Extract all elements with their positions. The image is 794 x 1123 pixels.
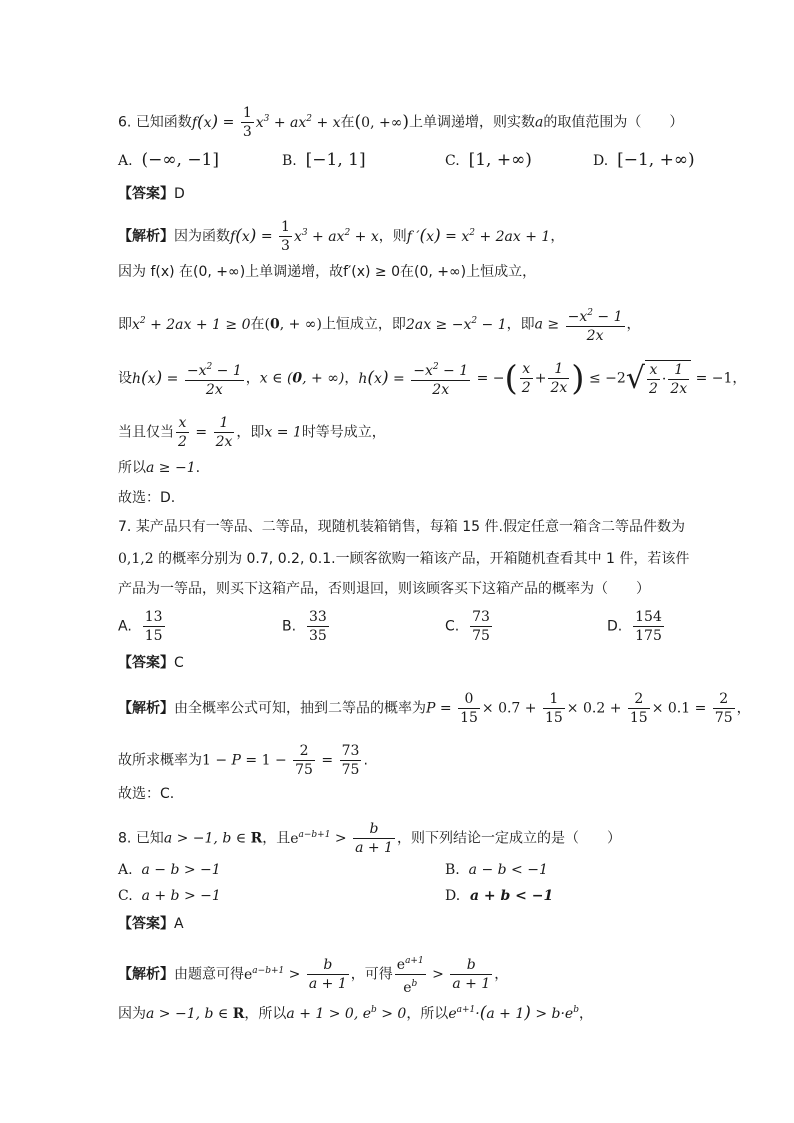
q8-option-d-label: D. (445, 888, 461, 904)
q6-a3-mid1: 在 (250, 316, 265, 333)
q8-a1-mid: ，可得 (350, 966, 393, 983)
q7-option-a (118, 608, 167, 645)
q6-a1-end: ， (550, 228, 565, 245)
q8-option-b-value: a − b < −1 (468, 862, 548, 878)
q6-a6: 所以 (118, 460, 146, 476)
q8-option-d (445, 886, 553, 906)
q8-a1-end: ， (494, 966, 509, 983)
q6-option-c-label: C. (445, 153, 460, 169)
q7-option-d (607, 608, 666, 645)
q6-a1-mid: ，则 (378, 228, 407, 245)
q6-analysis-2: 因为 f(x) 在(0, +∞)上单调递增，故f′(x) ≥ 0在(0, +∞)上恒成立， (118, 264, 537, 280)
q6-a3-end: ， (626, 316, 641, 333)
q6-answer-value: D (174, 186, 185, 202)
q6-stem-pre: 已知函数 (135, 114, 192, 131)
q8-answer (118, 914, 184, 934)
q6-fx: f(x) (191, 111, 219, 132)
q8-a2-pre: 因为 (118, 1006, 146, 1022)
q7-analysis-tag: 【解析】 (118, 700, 174, 717)
q8-a2-mid1: ，所以 (244, 1006, 287, 1022)
q6-option-d-value: [−1, +∞) (617, 150, 695, 170)
q8-option-b-label: B. (445, 862, 460, 878)
q6-a5-pre: 当且仅当 (118, 424, 174, 441)
q8-option-d-value: a + b < −1 (469, 888, 554, 904)
q6-a5-end: 时等号成立， (301, 424, 386, 441)
q6-option-b (282, 150, 366, 171)
q6-a4-mid: ， (245, 370, 260, 387)
q8-stem-pre: 已知 (135, 830, 164, 847)
q8-option-a (118, 860, 221, 880)
q8-option-a-value: a − b > −1 (141, 862, 221, 878)
q7-analysis-2: 故所求概率为1 − P = 1 − $\frac{2}{75}$ = $\frac{73}{75}$ . (118, 743, 368, 778)
q7-stem-line-2 (118, 549, 689, 569)
q6-stem-mid: 在 (340, 114, 355, 131)
q8-analysis-2: 因为a > −1, b ∈ R，所以a + 1 > 0, $e^b > 0$，所以$e^{a+1}\cdot(a + 1) > b\cdot e^b$， (118, 1003, 593, 1023)
q8-option-c-label: C. (118, 888, 133, 904)
q7-stem-line-1 (118, 517, 685, 537)
q7-option-d-den: 175 (635, 628, 662, 644)
q8-analysis-tag: 【解析】 (118, 966, 174, 983)
q7-line2-text: 的概率分别为 0.7, 0.2, 0.1.一顾客欲购一箱该产品，开箱随机查看其中 1 件，若该件 (158, 551, 690, 567)
q8-stem: 8. 已知a > −1, b ∈ R，且$e^{a-b+1}$ > $\frac{b}{a + 1}$ ，则下列结论一定成立的是（ ） (118, 821, 621, 856)
q7-answer (118, 653, 184, 673)
q6-a1-pre: 因为函数 (174, 228, 230, 245)
q7-option-c-num: 73 (472, 609, 490, 625)
q7-option-b-label: B. (282, 618, 297, 635)
q8-option-a-label: A. (118, 862, 133, 878)
q6-option-b-value: [−1, 1] (305, 150, 366, 170)
q6-option-b-label: B. (282, 153, 297, 169)
q6-a3-mid3: ，即 (506, 316, 535, 333)
q7-answer-value: C (174, 655, 184, 671)
q8-stem-mid: ，且 (262, 830, 291, 847)
q8-answer-value: A (174, 916, 184, 932)
q7-option-b (282, 608, 331, 645)
q8-answer-tag: 【答案】 (118, 916, 174, 932)
q6-a4-pre: 设 (118, 370, 132, 387)
q7-line1: 某产品只有一等品、二等品，现随机装箱销售，每箱 15 件.假定任意一箱含二等品件数为 (135, 519, 685, 535)
q6-analysis-6: 所以a ≥ −1. (118, 460, 201, 476)
q7-option-a-num: 13 (144, 609, 163, 625)
q7-option-d-num: 154 (635, 609, 662, 625)
q7-stem-line-3: 产品为一等品，则买下这箱产品，否则退回，则该顾客买下这箱产品的概率为（ ） (118, 581, 650, 597)
q7-a2-pre: 故所求概率为 (118, 752, 202, 769)
q6-stem-post: 上单调递增，则实数 (409, 114, 536, 131)
q7-option-b-num: 33 (308, 609, 327, 625)
q7-option-c-den: 75 (472, 628, 490, 644)
q8-stem-end: ，则下列结论一定成立的是（ ） (396, 830, 621, 847)
q6-answer-tag: 【答案】 (118, 186, 174, 202)
q7-option-a-label: A. (118, 618, 132, 635)
q7-analysis-1: 【解析】由全概率公式可知，抽到二等品的概率为P = $\frac{0}{15}$ × 0.7 + $\frac{1}{15}$ × 0.2 + $\frac{2}{15}$ × 0.1 = $\frac{2}{75}$ ， (118, 691, 751, 726)
q6-stem: 6. 已知函数f(x) = $\frac{1}{3}$ $x^3 + ax^2 + x$在(0, +∞)上单调递增，则实数a的取值范围为（ ） (118, 105, 684, 140)
q6-option-a-value: (−∞, −1] (141, 150, 220, 170)
q6-analysis-tag: 【解析】 (118, 228, 174, 245)
q6-option-c-value: [1, +∞) (468, 150, 532, 170)
q6-analysis-4: 设h(x) = $\frac{-x^2 - 1}{2x}$ ，x ∈ (0, + ∞)，h(x) = $\frac{-x^2 - 1}{2x}$ = −( $\frac{x}{2}$ + $\frac{1}{2x}$ ) ≤ −2√ $\frac{x}{2}$ · $\frac{1}{2x}$ = −1， (118, 358, 747, 399)
q8-analysis-1: 【解析】由题意可得$e^{a-b+1}$ > $\frac{b}{a + 1}$ ，可得 $\frac{e^{a+1}}{e^b}$ > $\frac{b}{a + 1}$ ， (118, 956, 509, 996)
q8-option-b (445, 860, 548, 880)
q6-analysis-1: 【解析】因为函数f(x) = $\frac{1}{3}$ $x^3 + ax^2 + x$，则f $'(x) = x^2 + 2ax + 1$， (118, 219, 565, 254)
q6-analysis-3: 即$x^2 + 2ax + 1 \ge 0$在(0, + ∞)上恒成立，即$2ax \ge -x^2 - 1$，即a ≥ $\frac{-x^2 - 1}{2x}$ ， (118, 308, 641, 344)
q8-option-c (118, 886, 221, 906)
q8-a2-end: ， (578, 1006, 593, 1022)
q6-option-c (445, 150, 532, 171)
q7-option-b-den: 35 (308, 628, 327, 644)
q7-line2-values: 0,1,2 (118, 551, 154, 567)
q8-option-c-value: a + b > −1 (141, 888, 221, 904)
q7-option-c-label: C. (445, 618, 460, 635)
q6-stem-end: 的取值范围为（ ） (543, 114, 684, 131)
q6-a3-mid2: 上恒成立，即 (321, 316, 406, 333)
q6-frac-third: $\frac{1}{3}$ (242, 105, 252, 140)
q6-option-d-label: D. (593, 153, 609, 169)
q6-option-a (118, 150, 219, 171)
q8-number: 8. (118, 830, 132, 847)
q8-a1-pre: 由题意可得 (174, 966, 244, 983)
q7-option-a-den: 15 (144, 628, 163, 644)
q7-analysis-3: 故选：C. (118, 786, 175, 802)
q6-option-a-label: A. (118, 153, 133, 169)
q6-number: 6. (118, 114, 132, 131)
q6-analysis-5: 当且仅当 $\frac{x}{2}$ = $\frac{1}{2x}$ ，即x = 1时等号成立， (118, 415, 386, 450)
q6-analysis-7: 故选：D. (118, 490, 176, 506)
q7-option-d-label: D. (607, 618, 623, 635)
q7-option-c (445, 608, 494, 645)
q6-answer (118, 184, 185, 204)
q7-a1-pre: 由全概率公式可知，抽到二等品的概率为 (174, 700, 426, 717)
q8-a2-mid2: ，所以 (406, 1006, 449, 1022)
q6-a5-mid: ，即 (236, 424, 265, 441)
q7-number: 7. (118, 519, 132, 535)
q6-option-d (593, 150, 695, 171)
q7-answer-tag: 【答案】 (118, 655, 174, 671)
q6-a3-pre: 即 (118, 316, 132, 333)
